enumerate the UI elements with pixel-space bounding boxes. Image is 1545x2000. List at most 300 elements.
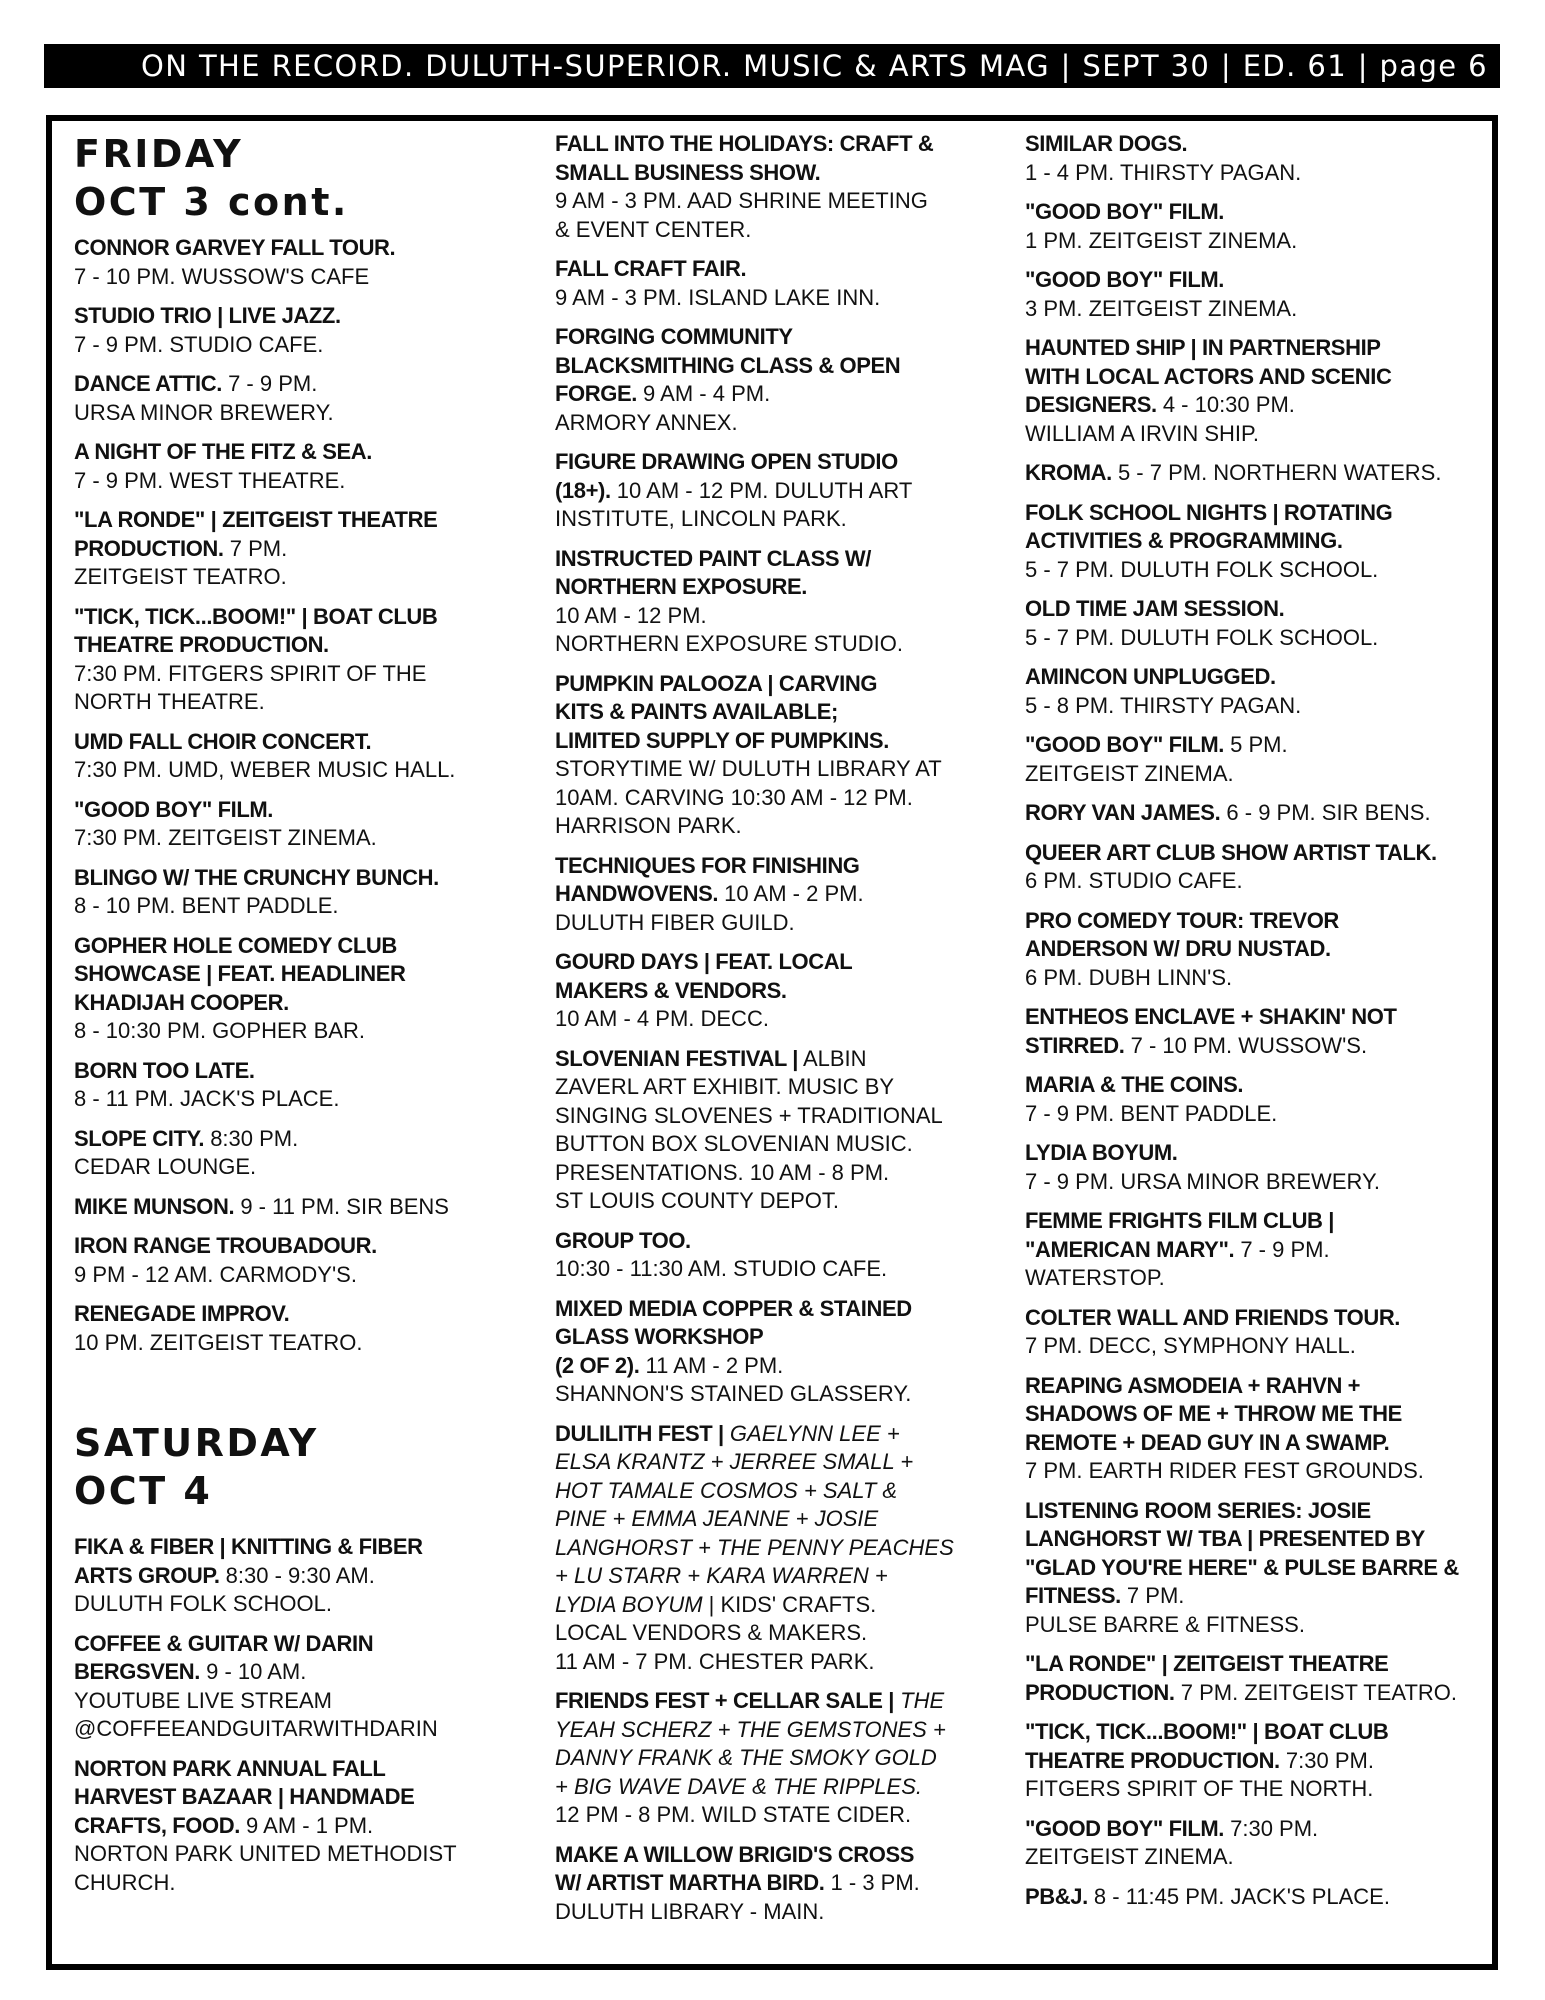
event-title: "GOOD BOY" FILM. — [1025, 1815, 1225, 1841]
column-1 — [74, 130, 514, 1908]
event-title: (2 OF 2). — [555, 1352, 640, 1378]
event-details: SINGING SLOVENES + TRADITIONAL — [555, 1102, 943, 1128]
event-title: FORGING COMMUNITY — [555, 324, 793, 349]
event-title: SIMILAR DOGS. — [1025, 131, 1188, 156]
event-details: 6 PM. STUDIO CAFE. — [1025, 868, 1243, 893]
event-details: 6 PM. DUBH LINN'S. — [1025, 964, 1233, 990]
event-line — [555, 1534, 995, 1563]
event-line — [555, 1255, 995, 1284]
event-details: STORYTIME W/ DULUTH LIBRARY AT — [555, 756, 942, 781]
event-title: IRON RANGE TROUBADOUR. — [74, 1233, 377, 1258]
column-2 — [555, 130, 995, 1937]
event-line — [1025, 227, 1485, 256]
event-lineup: LANGHORST + THE PENNY PEACHES — [555, 1534, 954, 1560]
event-title: THEATRE PRODUCTION. — [1025, 1747, 1280, 1773]
event-details: 9 AM - 3 PM. AAD SHRINE MEETING — [555, 188, 928, 213]
event-line — [1025, 130, 1485, 159]
header-text: ON THE RECORD. DULUTH-SUPERIOR. MUSIC & ARTS MAG | SEPT 30 | ED. 61 | page 6 — [141, 49, 1488, 83]
event-lineup: HOT TAMALE COSMOS + SALT & — [555, 1477, 898, 1503]
event-line — [74, 1533, 514, 1562]
event-line — [74, 1630, 514, 1659]
event-line — [74, 1017, 514, 1046]
event-lineup: LYDIA BOYUM — [555, 1591, 703, 1617]
event-line — [1025, 1071, 1485, 1100]
event-line — [1025, 266, 1485, 295]
event-line — [1025, 556, 1485, 585]
event-line — [1025, 1332, 1485, 1361]
event-title: FORGE. — [555, 381, 637, 406]
event-details: URSA MINOR BREWERY. — [74, 399, 334, 425]
event-line — [1025, 1497, 1485, 1526]
event-title: HANDWOVENS. — [555, 881, 719, 906]
event-listing — [555, 1045, 995, 1216]
event-line — [555, 159, 995, 188]
event-listing — [1025, 839, 1485, 896]
event-details: 10 AM - 12 PM. — [555, 602, 707, 628]
event-lineup: YEAH SCHERZ + THE GEMSTONES + — [555, 1716, 946, 1742]
event-listing — [555, 130, 995, 244]
event-title: CRAFTS, FOOD. — [74, 1812, 240, 1838]
event-line — [74, 399, 514, 428]
event-lineup: THE — [894, 1688, 945, 1713]
event-details: NORTH THEATRE. — [74, 689, 265, 714]
event-details: BUTTON BOX SLOVENIAN MUSIC. — [555, 1131, 913, 1156]
event-details: 7:30 PM. — [1224, 1815, 1319, 1841]
event-lineup: ELSA KRANTZ + JERREE SMALL + — [555, 1449, 914, 1474]
event-line — [555, 573, 995, 602]
event-line — [74, 370, 514, 399]
event-line — [74, 688, 514, 717]
event-details: 7 PM. EARTH RIDER FEST GROUNDS. — [1025, 1458, 1424, 1483]
event-details: 10 AM - 12 PM. DULUTH ART — [610, 477, 913, 503]
event-line — [74, 1687, 514, 1716]
event-lineup: DANNY FRANK & THE SMOKY GOLD — [555, 1745, 937, 1770]
event-title: MAKERS & VENDORS. — [555, 977, 787, 1003]
event-details: FITGERS SPIRIT OF THE NORTH. — [1025, 1776, 1374, 1801]
event-line — [1025, 1032, 1485, 1061]
event-details: ZEITGEIST ZINEMA. — [1025, 1844, 1234, 1869]
event-line — [74, 563, 514, 592]
event-details: INSTITUTE, LINCOLN PARK. — [555, 506, 847, 531]
event-details: 7 - 9 PM. — [1234, 1236, 1330, 1262]
event-line — [74, 1715, 514, 1744]
event-line — [1025, 459, 1485, 488]
event-line — [74, 302, 514, 331]
event-line — [555, 255, 995, 284]
event-title: A NIGHT OF THE FITZ & SEA. — [74, 439, 372, 464]
event-line — [1025, 692, 1485, 721]
event-title: FITNESS. — [1025, 1583, 1121, 1608]
event-details: 7 - 9 PM. — [221, 371, 318, 396]
event-listing — [1025, 595, 1485, 652]
event-details: 7:30 PM. — [1279, 1747, 1374, 1773]
event-details: 5 PM. — [1224, 732, 1288, 757]
event-line — [1025, 1139, 1485, 1168]
event-details: 12 PM - 8 PM. WILD STATE CIDER. — [555, 1802, 912, 1827]
event-title: MIXED MEDIA COPPER & STAINED — [555, 1295, 912, 1321]
event-line — [74, 728, 514, 757]
event-line — [555, 852, 995, 881]
event-title: FRIENDS FEST + CELLAR SALE | — [555, 1688, 895, 1713]
event-listing — [555, 323, 995, 437]
event-details: 7:30 PM. ZEITGEIST ZINEMA. — [74, 825, 377, 850]
event-line — [74, 1590, 514, 1619]
event-title: NORTHERN EXPOSURE. — [555, 574, 807, 599]
event-listing — [74, 1125, 514, 1182]
event-title: ENTHEOS ENCLAVE + SHAKIN' NOT — [1025, 1004, 1397, 1029]
event-line — [74, 467, 514, 496]
event-listing — [74, 370, 514, 427]
event-title: "GLAD YOU'RE HERE" & PULSE BARRE & — [1025, 1554, 1459, 1580]
event-title: KHADIJAH COOPER. — [74, 989, 289, 1015]
event-details: | KIDS' CRAFTS. — [702, 1591, 877, 1617]
event-listing — [1025, 1071, 1485, 1128]
event-listing — [1025, 1003, 1485, 1060]
event-listing — [555, 1227, 995, 1284]
event-line — [555, 909, 995, 938]
event-details: CHURCH. — [74, 1869, 176, 1895]
event-details: DULUTH LIBRARY - MAIN. — [555, 1898, 825, 1924]
event-line — [1025, 295, 1485, 324]
event-line — [555, 1323, 995, 1352]
event-listing — [74, 1755, 514, 1898]
event-line — [74, 796, 514, 825]
event-line — [1025, 420, 1485, 449]
event-line — [74, 1085, 514, 1114]
event-line — [74, 1232, 514, 1261]
event-line — [555, 1102, 995, 1131]
event-title: SLOPE CITY. — [74, 1125, 205, 1151]
event-details: & EVENT CENTER. — [555, 216, 752, 242]
event-details: 7 - 9 PM. URSA MINOR BREWERY. — [1025, 1168, 1380, 1194]
event-listing — [555, 852, 995, 938]
event-listing — [555, 1687, 995, 1830]
event-lineup: GAELYNN LEE + — [723, 1420, 900, 1446]
event-line — [555, 1744, 995, 1773]
event-title: SHOWCASE | FEAT. HEADLINER — [74, 961, 406, 986]
event-line — [1025, 1003, 1485, 1032]
event-title: COLTER WALL AND FRIENDS TOUR. — [1025, 1304, 1401, 1330]
event-details: 7 PM. ZEITGEIST TEATRO. — [1174, 1679, 1457, 1705]
event-line — [555, 948, 995, 977]
event-line — [555, 187, 995, 216]
event-line — [74, 535, 514, 564]
event-line — [1025, 624, 1485, 653]
event-title: (18+). — [555, 477, 611, 503]
event-line — [74, 756, 514, 785]
event-line — [1025, 731, 1485, 760]
event-title: SMALL BUSINESS SHOW. — [555, 159, 821, 185]
event-line — [555, 670, 995, 699]
event-line — [74, 1329, 514, 1358]
event-title: INSTRUCTED PAINT CLASS W/ — [555, 545, 871, 571]
saturday-heading — [74, 1419, 514, 1515]
event-title: LIMITED SUPPLY OF PUMPKINS. — [555, 727, 889, 753]
event-title: KROMA. — [1025, 460, 1112, 485]
event-title: KITS & PAINTS AVAILABLE; — [555, 699, 838, 724]
event-lineup: + LU STARR + KARA WARREN + — [555, 1563, 888, 1588]
event-line — [555, 1130, 995, 1159]
event-line — [74, 960, 514, 989]
event-details: 4 - 10:30 PM. — [1156, 392, 1295, 417]
event-line — [1025, 799, 1485, 828]
event-line — [74, 234, 514, 263]
event-line — [555, 1448, 995, 1477]
event-line — [1025, 1372, 1485, 1401]
event-line — [1025, 760, 1485, 789]
event-details: 9 AM - 4 PM. — [636, 381, 771, 406]
event-line — [1025, 527, 1485, 556]
event-listing — [1025, 459, 1485, 488]
event-line — [1025, 1815, 1485, 1844]
event-listing — [74, 864, 514, 921]
event-title: REAPING ASMODEIA + RAHVN + — [1025, 1372, 1361, 1398]
event-details: 11 AM - 2 PM. — [639, 1352, 784, 1378]
event-details: 5 - 8 PM. THIRSTY PAGAN. — [1025, 692, 1302, 718]
event-title: CONNOR GARVEY FALL TOUR. — [74, 235, 396, 260]
event-title: DANCE ATTIC. — [74, 371, 222, 396]
event-title: GOURD DAYS | FEAT. LOCAL — [555, 949, 853, 974]
event-listing — [74, 234, 514, 291]
event-line — [1025, 907, 1485, 936]
event-line — [555, 1505, 995, 1534]
event-line — [555, 630, 995, 659]
event-title: QUEER ART CLUB SHOW ARTIST TALK. — [1025, 839, 1437, 865]
event-title: ACTIVITIES & PROGRAMMING. — [1025, 528, 1343, 553]
event-line — [555, 698, 995, 727]
event-line — [1025, 1747, 1485, 1776]
event-line — [1025, 1843, 1485, 1872]
event-title: FIGURE DRAWING OPEN STUDIO — [555, 449, 898, 474]
event-listing — [1025, 198, 1485, 255]
event-line — [555, 1898, 995, 1927]
event-line — [74, 1840, 514, 1869]
event-listing — [74, 302, 514, 359]
event-line — [555, 1159, 995, 1188]
event-line — [555, 1801, 995, 1830]
event-title: MAKE A WILLOW BRIGID'S CROSS — [555, 1841, 915, 1867]
event-listing — [1025, 1207, 1485, 1293]
event-title: GLASS WORKSHOP — [555, 1324, 764, 1349]
event-listing — [1025, 499, 1485, 585]
event-line — [555, 1227, 995, 1256]
event-line — [555, 1841, 995, 1870]
event-line — [74, 1057, 514, 1086]
event-line — [74, 1783, 514, 1812]
event-listing — [1025, 1372, 1485, 1486]
event-title: "TICK, TICK...BOOM!" | BOAT CLUB — [1025, 1719, 1389, 1744]
event-line — [74, 506, 514, 535]
event-listing — [74, 438, 514, 495]
event-listing — [555, 1420, 995, 1677]
event-listing — [555, 1295, 995, 1409]
event-title: SHADOWS OF ME + THROW ME THE — [1025, 1401, 1402, 1426]
event-line — [555, 545, 995, 574]
event-line — [74, 1755, 514, 1784]
event-line — [555, 448, 995, 477]
event-details: DULUTH FIBER GUILD. — [555, 909, 795, 935]
event-title: "AMERICAN MARY". — [1025, 1236, 1235, 1262]
event-line — [1025, 1168, 1485, 1197]
event-listing — [555, 545, 995, 659]
event-listing — [74, 1630, 514, 1744]
event-details: ZAVERL ART EXHIBIT. MUSIC BY — [555, 1074, 895, 1099]
event-details: 8:30 - 9:30 AM. — [219, 1562, 375, 1588]
event-title: HAUNTED SHIP | IN PARTNERSHIP — [1025, 335, 1381, 360]
event-title: DULILITH FEST | — [555, 1420, 724, 1446]
event-line — [74, 892, 514, 921]
event-line — [1025, 663, 1485, 692]
event-title: LYDIA BOYUM. — [1025, 1140, 1178, 1165]
event-line — [74, 1153, 514, 1182]
event-line — [74, 932, 514, 961]
event-title: MIKE MUNSON. — [74, 1193, 235, 1219]
event-details: 10AM. CARVING 10:30 AM - 12 PM. — [555, 784, 913, 810]
event-listing — [1025, 1650, 1485, 1707]
event-listing — [1025, 1497, 1485, 1640]
event-details: 11 AM - 7 PM. CHESTER PARK. — [555, 1648, 875, 1674]
event-line — [1025, 867, 1485, 896]
event-lineup: + BIG WAVE DAVE & THE RIPPLES. — [555, 1773, 923, 1799]
event-title: PRODUCTION. — [1025, 1679, 1175, 1705]
event-line — [555, 409, 995, 438]
day-title: SATURDAY — [74, 1421, 319, 1465]
event-line — [1025, 1100, 1485, 1129]
event-title: LISTENING ROOM SERIES: JOSIE — [1025, 1497, 1371, 1523]
event-title: "LA RONDE" | ZEITGEIST THEATRE — [74, 507, 438, 532]
event-line — [555, 977, 995, 1006]
event-details: WILLIAM A IRVIN SHIP. — [1025, 420, 1259, 446]
day-date: OCT 3 cont. — [74, 180, 349, 224]
event-details: NORTHERN EXPOSURE STUDIO. — [555, 631, 903, 656]
event-line — [555, 1352, 995, 1381]
event-title: PRO COMEDY TOUR: TREVOR — [1025, 907, 1339, 933]
event-title: COFFEE & GUITAR W/ DARIN — [74, 1630, 374, 1656]
event-details: 10 AM - 2 PM. — [718, 881, 864, 906]
event-listing — [1025, 266, 1485, 323]
event-title: UMD FALL CHOIR CONCERT. — [74, 728, 372, 754]
event-title: HARVEST BAZAAR | HANDMADE — [74, 1784, 415, 1809]
event-line — [74, 1125, 514, 1154]
event-line — [555, 1716, 995, 1745]
event-line — [1025, 1236, 1485, 1265]
event-line — [1025, 1883, 1485, 1912]
event-title: FALL CRAFT FAIR. — [555, 256, 747, 281]
event-line — [555, 1187, 995, 1216]
event-line — [1025, 1304, 1485, 1333]
event-details: 7 PM. DECC, SYMPHONY HALL. — [1025, 1333, 1356, 1358]
event-line — [74, 631, 514, 660]
event-line — [74, 824, 514, 853]
event-lineup: PINE + EMMA JEANNE + JOSIE — [555, 1506, 879, 1531]
event-listing — [74, 728, 514, 785]
event-line — [555, 1687, 995, 1716]
event-details: 10 PM. ZEITGEIST TEATRO. — [74, 1329, 363, 1355]
event-title: STIRRED. — [1025, 1032, 1125, 1058]
event-listing — [555, 670, 995, 841]
event-title: PRODUCTION. — [74, 535, 224, 561]
event-line — [74, 263, 514, 292]
event-line — [74, 1562, 514, 1591]
event-line — [74, 864, 514, 893]
event-line — [74, 1193, 514, 1222]
event-title: GROUP TOO. — [555, 1227, 691, 1253]
event-title: ARTS GROUP. — [74, 1562, 220, 1588]
event-line — [1025, 363, 1485, 392]
event-line — [555, 477, 995, 506]
event-title: RENEGADE IMPROV. — [74, 1301, 290, 1326]
event-line — [555, 755, 995, 784]
event-listing — [74, 506, 514, 592]
event-details: 8:30 PM. — [204, 1125, 299, 1151]
event-details: 7 - 9 PM. BENT PADDLE. — [1025, 1100, 1278, 1126]
event-listing — [74, 796, 514, 853]
event-details: ARMORY ANNEX. — [555, 409, 738, 435]
event-title: FOLK SCHOOL NIGHTS | ROTATING — [1025, 499, 1393, 525]
event-title: TECHNIQUES FOR FINISHING — [555, 852, 860, 878]
event-details: 5 - 7 PM. DULUTH FOLK SCHOOL. — [1025, 556, 1379, 582]
event-line — [74, 1812, 514, 1841]
event-title: RORY VAN JAMES. — [1025, 800, 1221, 825]
event-details: 7 - 9 PM. STUDIO CAFE. — [74, 331, 324, 357]
event-title: "GOOD BOY" FILM. — [74, 796, 274, 822]
event-line — [555, 1773, 995, 1802]
friday-heading — [74, 130, 514, 226]
event-listing — [555, 448, 995, 534]
event-details: 7 PM. — [223, 535, 288, 561]
event-line — [555, 1477, 995, 1506]
event-line — [1025, 1611, 1485, 1640]
event-details: WATERSTOP. — [1025, 1265, 1165, 1290]
event-details: LOCAL VENDORS & MAKERS. — [555, 1620, 868, 1645]
event-line — [555, 1648, 995, 1677]
event-details: SHANNON'S STAINED GLASSERY. — [555, 1381, 912, 1406]
event-line — [74, 1869, 514, 1898]
event-listing — [74, 1232, 514, 1289]
event-title: REMOTE + DEAD GUY IN A SWAMP. — [1025, 1429, 1390, 1455]
event-title: ANDERSON W/ DRU NUSTAD. — [1025, 936, 1331, 961]
event-details: 1 PM. ZEITGEIST ZINEMA. — [1025, 227, 1298, 253]
event-details: 7 - 9 PM. WEST THEATRE. — [74, 467, 346, 493]
event-title: "GOOD BOY" FILM. — [1025, 267, 1225, 292]
day-title: FRIDAY — [74, 132, 244, 176]
event-line — [1025, 1679, 1485, 1708]
event-line — [1025, 1775, 1485, 1804]
event-details: 7 - 10 PM. WUSSOW'S CAFE — [74, 263, 370, 289]
event-line — [1025, 159, 1485, 188]
event-line — [74, 1300, 514, 1329]
event-line — [1025, 1457, 1485, 1486]
event-title: DESIGNERS. — [1025, 392, 1157, 417]
event-details: 9 - 10 AM. — [199, 1659, 307, 1684]
event-details: 10 AM - 4 PM. DECC. — [555, 1006, 769, 1031]
event-line — [74, 438, 514, 467]
event-details: 9 - 11 PM. SIR BENS — [234, 1193, 449, 1219]
event-line — [1025, 1525, 1485, 1554]
event-title: MARIA & THE COINS. — [1025, 1072, 1244, 1097]
event-details: YOUTUBE LIVE STREAM — [74, 1687, 332, 1713]
event-listing — [1025, 334, 1485, 448]
event-details: HARRISON PARK. — [555, 813, 742, 838]
event-listing — [74, 1300, 514, 1357]
event-details: 7 - 10 PM. WUSSOW'S. — [1124, 1032, 1368, 1058]
event-line — [555, 1619, 995, 1648]
event-listing — [1025, 1304, 1485, 1361]
event-line — [555, 323, 995, 352]
event-title: AMINCON UNPLUGGED. — [1025, 664, 1276, 689]
event-title: FIKA & FIBER | KNITTING & FIBER — [74, 1534, 423, 1559]
event-listing — [74, 603, 514, 717]
